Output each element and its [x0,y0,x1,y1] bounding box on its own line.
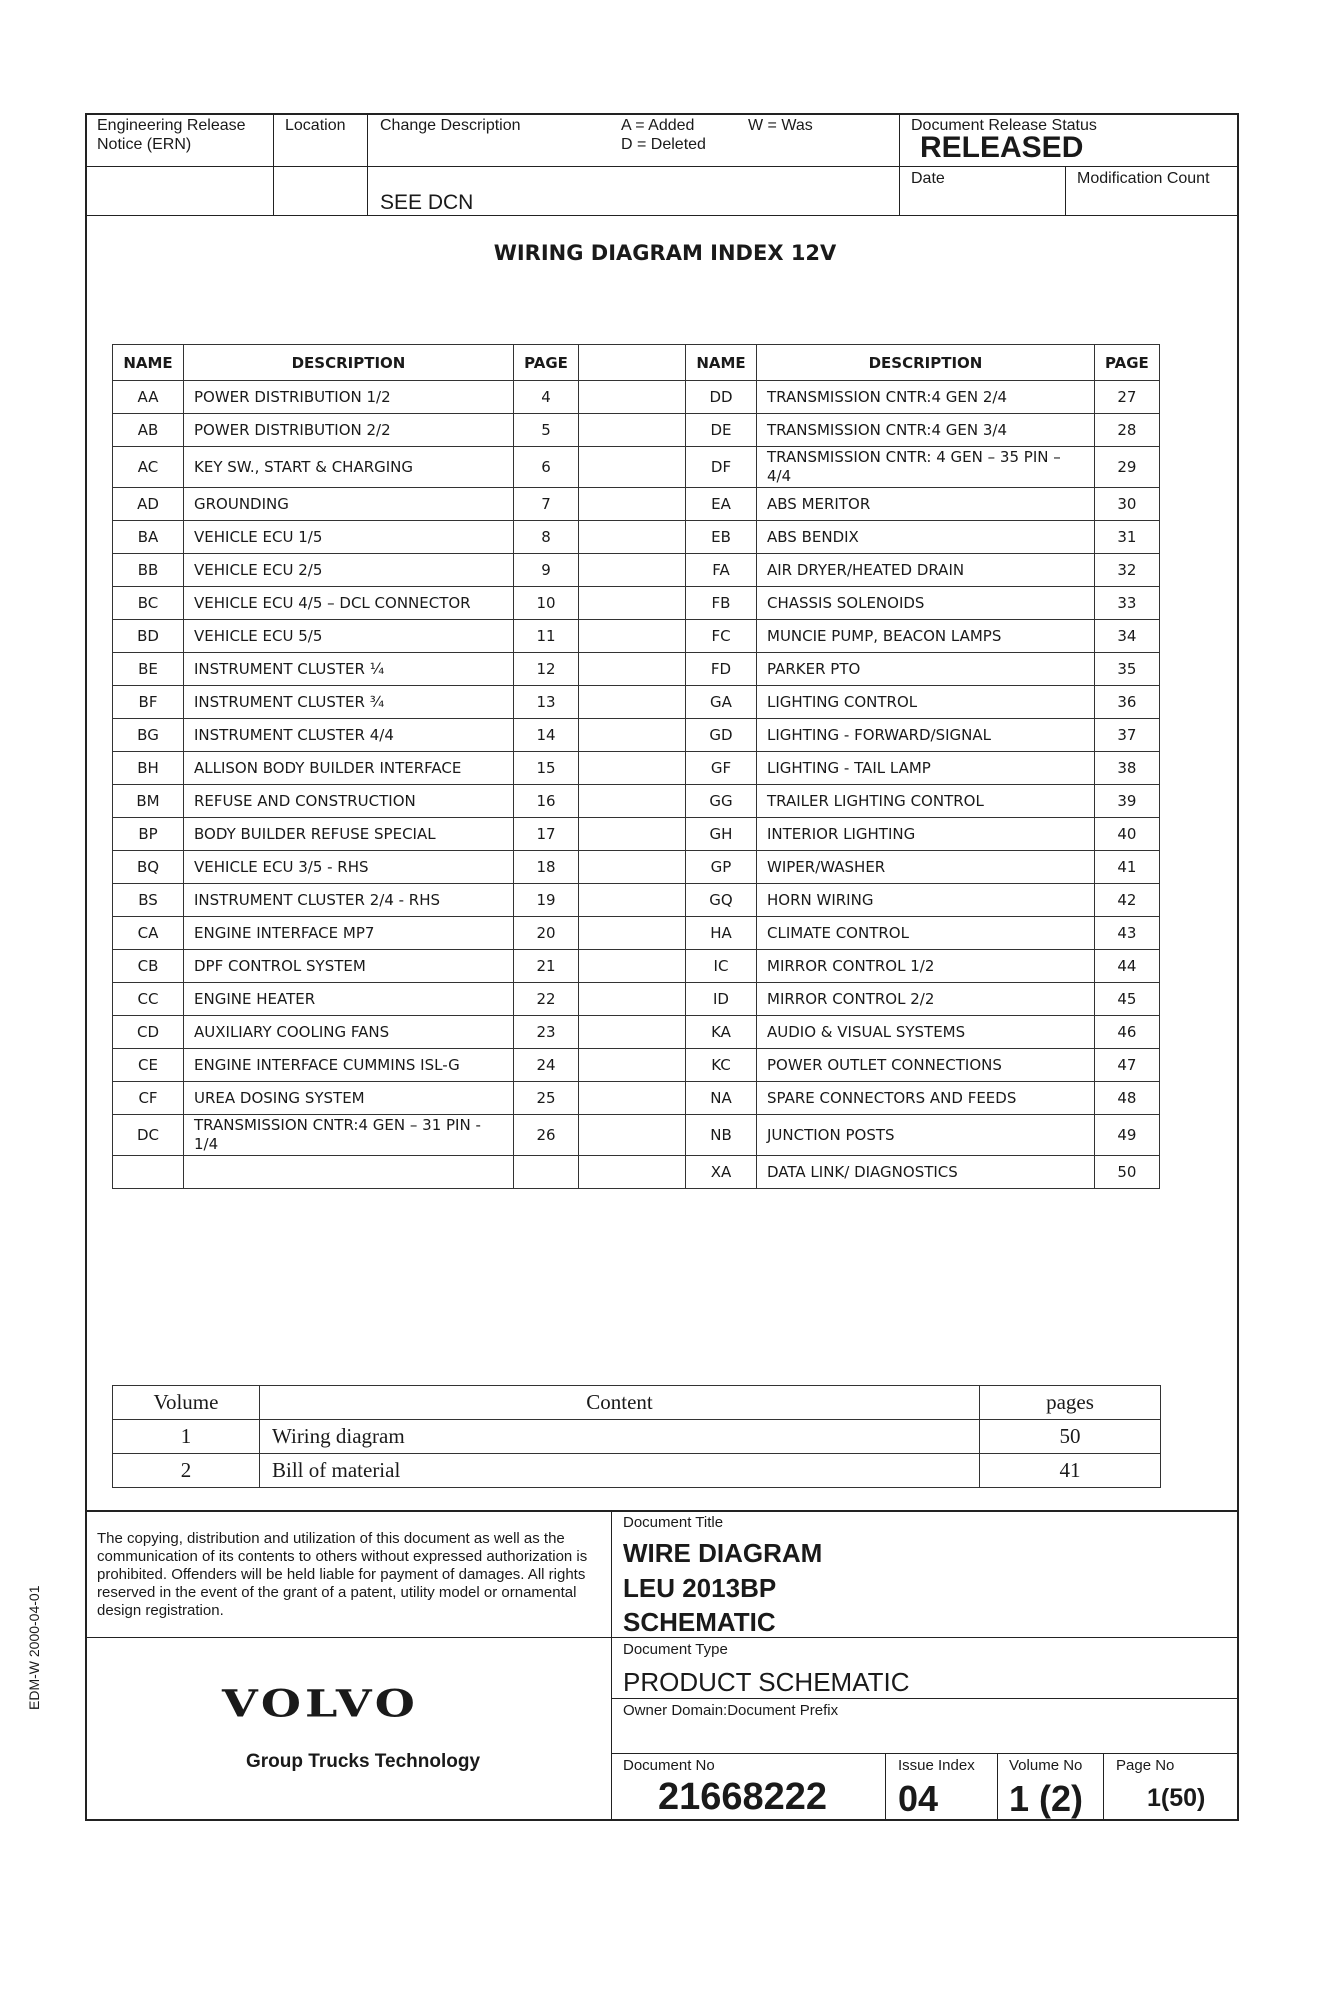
document-type-label: Document Type [623,1641,728,1658]
spacer-cell [579,686,686,719]
index-description-cell: POWER DISTRIBUTION 1/2 [184,381,514,414]
index-page-cell: 14 [514,719,579,752]
index-page-cell: 44 [1095,950,1160,983]
index-description-cell: KEY SW., START & CHARGING [184,447,514,488]
index-description-cell: VEHICLE ECU 5/5 [184,620,514,653]
description-header: DESCRIPTION [184,345,514,381]
index-description-cell: GROUNDING [184,488,514,521]
spacer-cell [579,818,686,851]
index-row [113,983,1160,1016]
index-row [113,1082,1160,1115]
index-description-cell: AUDIO & VISUAL SYSTEMS [757,1016,1095,1049]
index-page-cell: 40 [1095,818,1160,851]
spacer-cell [579,447,686,488]
index-page-cell: 49 [1095,1115,1160,1156]
logo-subtitle: Group Trucks Technology [246,1751,481,1772]
index-name-cell: GD [686,719,757,752]
index-name-cell: NA [686,1082,757,1115]
index-description-cell: INSTRUMENT CLUSTER ¾ [184,686,514,719]
index-name-cell: IC [686,950,757,983]
document-title-line-2: LEU 2013BP [623,1573,777,1603]
index-description-cell: TRANSMISSION CNTR: 4 GEN – 35 PIN – 4/4 [757,447,1095,488]
change-description-label: Change Description [380,117,521,134]
footer-col-line [611,1510,612,1821]
document-title-line-1: WIRE DIAGRAM [623,1538,823,1568]
index-description-cell: LIGHTING CONTROL [757,686,1095,719]
volume-pages: 41 [980,1454,1161,1488]
index-name-cell: AB [113,414,184,447]
copyright-notice: The copying, distribution and utilization of this document as well as the communication of its contents to others without expressed authorization is prohibited. Offenders will be held liable for payment of damages. All rights reserved in the event of the grant of a patent, utility model or ornamental design registration. [97,1530,588,1619]
date-label: Date [911,170,945,187]
footer-col-line [885,1753,886,1821]
index-name-cell: BC [113,587,184,620]
location-label: Location [285,117,346,134]
index-name-cell: DF [686,447,757,488]
index-description-cell: PARKER PTO [757,653,1095,686]
index-description-cell: AUXILIARY COOLING FANS [184,1016,514,1049]
index-name-cell: BB [113,554,184,587]
index-name-cell: EB [686,521,757,554]
spacer-cell [579,884,686,917]
index-description-cell: MIRROR CONTROL 1/2 [757,950,1095,983]
index-page-cell: 38 [1095,752,1160,785]
index-description-cell: TRANSMISSION CNTR:4 GEN – 31 PIN - 1/4 [184,1115,514,1156]
index-description-cell: ABS BENDIX [757,521,1095,554]
index-name-cell: DE [686,414,757,447]
document-title-label: Document Title [623,1514,724,1531]
index-description-cell: WIPER/WASHER [757,851,1095,884]
index-row [113,620,1160,653]
index-page-cell: 27 [1095,381,1160,414]
index-name-cell: XA [686,1156,757,1189]
index-name-cell: CD [113,1016,184,1049]
footer-col-line [997,1753,998,1821]
spacer-cell [579,785,686,818]
index-page-cell: 15 [514,752,579,785]
index-row [113,521,1160,554]
name-header: NAME [686,345,757,381]
index-page-cell: 48 [1095,1082,1160,1115]
index-name-cell: AA [113,381,184,414]
index-name-cell: KA [686,1016,757,1049]
index-description-cell: CHASSIS SOLENOIDS [757,587,1095,620]
index-description-cell: ENGINE INTERFACE CUMMINS ISL-G [184,1049,514,1082]
index-page-cell: 11 [514,620,579,653]
index-description-cell: LIGHTING - FORWARD/SIGNAL [757,719,1095,752]
index-row [113,1049,1160,1082]
index-description-cell: HORN WIRING [757,884,1095,917]
spacer-cell [579,950,686,983]
index-description-cell: AIR DRYER/HEATED DRAIN [757,554,1095,587]
index-page-cell: 39 [1095,785,1160,818]
index-description-cell: ALLISON BODY BUILDER INTERFACE [184,752,514,785]
index-page-cell: 16 [514,785,579,818]
description-header: DESCRIPTION [757,345,1095,381]
volume-number: 2 [113,1454,260,1488]
index-name-cell: KC [686,1049,757,1082]
index-name-cell: BP [113,818,184,851]
index-description-cell: TRAILER LIGHTING CONTROL [757,785,1095,818]
index-name-cell: DC [113,1115,184,1156]
index-description-cell: ENGINE INTERFACE MP7 [184,917,514,950]
index-row [113,917,1160,950]
index-description-cell: JUNCTION POSTS [757,1115,1095,1156]
index-row [113,587,1160,620]
spacer-cell [579,414,686,447]
index-page-cell: 23 [514,1016,579,1049]
index-name-cell: CA [113,917,184,950]
index-name-cell: FA [686,554,757,587]
index-row [113,1115,1160,1156]
document-number-label: Document No [623,1757,715,1774]
volvo-logo: VOLVO [222,1681,419,1726]
index-page-cell: 35 [1095,653,1160,686]
spacer-cell [579,381,686,414]
index-row [113,488,1160,521]
pages-header: pages [980,1386,1161,1420]
index-page-cell: 26 [514,1115,579,1156]
footer-top-line [85,1510,1239,1512]
index-header-row [113,345,1160,381]
index-page-cell: 8 [514,521,579,554]
index-description-cell: VEHICLE ECU 1/5 [184,521,514,554]
index-description-cell: DATA LINK/ DIAGNOSTICS [757,1156,1095,1189]
was-label: W = Was [748,117,813,134]
index-description-cell: INTERIOR LIGHTING [757,818,1095,851]
index-page-cell: 31 [1095,521,1160,554]
index-name-cell: GQ [686,884,757,917]
index-name-cell: GG [686,785,757,818]
index-page-cell: 19 [514,884,579,917]
index-name-cell: BD [113,620,184,653]
edm-marker: EDM-W 2000-04-01 [26,1585,42,1710]
volume-content: Bill of material [260,1454,980,1488]
document-number: 21668222 [658,1776,828,1818]
index-description-cell: LIGHTING - TAIL LAMP [757,752,1095,785]
index-page-cell: 28 [1095,414,1160,447]
spacer-cell [579,620,686,653]
index-description-cell: POWER DISTRIBUTION 2/2 [184,414,514,447]
page-header: PAGE [1095,345,1160,381]
volume-number-value: 1 (2) [1009,1778,1084,1819]
volume-table [112,1385,1161,1488]
spacer-cell [579,917,686,950]
index-name-cell: AC [113,447,184,488]
index-description-cell: VEHICLE ECU 3/5 - RHS [184,851,514,884]
spacer-cell [579,851,686,884]
volume-row [113,1454,1161,1488]
index-description-cell: UREA DOSING SYSTEM [184,1082,514,1115]
index-page-cell: 47 [1095,1049,1160,1082]
index-page-cell: 24 [514,1049,579,1082]
index-name-cell: FB [686,587,757,620]
footer-divider [611,1698,1239,1699]
index-page-cell: 50 [1095,1156,1160,1189]
index-description-cell: POWER OUTLET CONNECTIONS [757,1049,1095,1082]
index-description-cell: INSTRUMENT CLUSTER 4/4 [184,719,514,752]
index-row [113,950,1160,983]
release-status-label: Document Release Status [911,117,1097,134]
index-page-cell: 42 [1095,884,1160,917]
issue-index-label: Issue Index [898,1757,975,1774]
index-description-cell: TRANSMISSION CNTR:4 GEN 2/4 [757,381,1095,414]
modification-count-label: Modification Count [1077,170,1210,187]
index-name-cell: CE [113,1049,184,1082]
spacer-cell [579,521,686,554]
index-name-cell: BH [113,752,184,785]
index-page-cell: 21 [514,950,579,983]
index-row [113,785,1160,818]
index-name-cell: DD [686,381,757,414]
header-col-line [367,113,368,215]
index-name-cell: BM [113,785,184,818]
index-name-cell: GP [686,851,757,884]
wiring-index-table [112,344,1160,1189]
index-page-cell: 10 [514,587,579,620]
index-name-cell: CC [113,983,184,1016]
index-page-cell: 36 [1095,686,1160,719]
index-page-cell: 12 [514,653,579,686]
index-description-cell: REFUSE AND CONSTRUCTION [184,785,514,818]
document-title-line-3: SCHEMATIC [623,1607,776,1637]
index-page-cell: 46 [1095,1016,1160,1049]
spacer-cell [579,1156,686,1189]
index-page-cell: 6 [514,447,579,488]
index-name-cell: EA [686,488,757,521]
index-page-cell: 18 [514,851,579,884]
release-status-value: RELEASED [920,131,1084,164]
volume-content: Wiring diagram [260,1420,980,1454]
index-row [113,414,1160,447]
page-number-label: Page No [1116,1757,1175,1774]
spacer-cell [579,1049,686,1082]
index-page-cell: 37 [1095,719,1160,752]
header-bottom-line [85,215,1239,216]
index-page-cell [514,1156,579,1189]
index-page-cell: 17 [514,818,579,851]
index-name-cell: BE [113,653,184,686]
index-description-cell: INSTRUMENT CLUSTER ¼ [184,653,514,686]
index-row [113,719,1160,752]
index-page-cell: 20 [514,917,579,950]
index-row [113,653,1160,686]
spacer-cell [579,752,686,785]
index-row [113,1016,1160,1049]
spacer-cell [579,587,686,620]
index-name-cell: BQ [113,851,184,884]
document-type-value: PRODUCT SCHEMATIC [623,1667,910,1697]
volume-number-label: Volume No [1009,1757,1083,1774]
spacer-cell [579,1115,686,1156]
index-row [113,818,1160,851]
index-row [113,1156,1160,1189]
index-name-cell: BS [113,884,184,917]
spacer-header [579,345,686,381]
added-label: A = Added [621,117,695,134]
index-name-cell: BG [113,719,184,752]
index-description-cell: SPARE CONNECTORS AND FEEDS [757,1082,1095,1115]
index-name-cell: BA [113,521,184,554]
index-name-cell: HA [686,917,757,950]
index-page-cell: 33 [1095,587,1160,620]
page-number: 1(50) [1147,1784,1206,1812]
name-header: NAME [113,345,184,381]
index-page-cell: 45 [1095,983,1160,1016]
volume-pages: 50 [980,1420,1161,1454]
index-title: WIRING DIAGRAM INDEX 12V [493,241,837,265]
index-description-cell: INSTRUMENT CLUSTER 2/4 - RHS [184,884,514,917]
index-row [113,884,1160,917]
deleted-label: D = Deleted [621,136,706,153]
volume-header-row [113,1386,1161,1420]
index-name-cell: GH [686,818,757,851]
owner-domain-label: Owner Domain:Document Prefix [623,1702,839,1719]
index-description-cell: VEHICLE ECU 2/5 [184,554,514,587]
index-row [113,686,1160,719]
index-page-cell: 4 [514,381,579,414]
index-description-cell: DPF CONTROL SYSTEM [184,950,514,983]
index-description-cell: MIRROR CONTROL 2/2 [757,983,1095,1016]
index-row [113,851,1160,884]
index-page-cell: 30 [1095,488,1160,521]
index-name-cell: GF [686,752,757,785]
index-page-cell: 43 [1095,917,1160,950]
index-description-cell: VEHICLE ECU 4/5 – DCL CONNECTOR [184,587,514,620]
index-page-cell: 34 [1095,620,1160,653]
content-header: Content [260,1386,980,1420]
header-col-line [899,113,900,215]
index-page-cell: 5 [514,414,579,447]
index-name-cell: GA [686,686,757,719]
volume-row [113,1420,1161,1454]
issue-index: 04 [898,1778,939,1819]
spacer-cell [579,554,686,587]
footer-divider [611,1753,1239,1754]
index-name-cell: CF [113,1082,184,1115]
spacer-cell [579,653,686,686]
index-name-cell: BF [113,686,184,719]
index-page-cell: 25 [514,1082,579,1115]
spacer-cell [579,488,686,521]
index-name-cell: FD [686,653,757,686]
index-name-cell: NB [686,1115,757,1156]
header-col-line [1065,166,1066,215]
change-description-value: SEE DCN [380,191,474,214]
index-name-cell: AD [113,488,184,521]
index-row [113,381,1160,414]
index-page-cell: 22 [514,983,579,1016]
index-description-cell: ENGINE HEATER [184,983,514,1016]
index-row [113,554,1160,587]
index-description-cell: TRANSMISSION CNTR:4 GEN 3/4 [757,414,1095,447]
volume-header: Volume [113,1386,260,1420]
index-name-cell: CB [113,950,184,983]
index-name-cell: FC [686,620,757,653]
index-row [113,447,1160,488]
header-col-line [273,113,274,215]
ern-label: Engineering Release Notice (ERN) [97,117,246,153]
index-description-cell [184,1156,514,1189]
index-page-cell: 41 [1095,851,1160,884]
index-row [113,752,1160,785]
index-description-cell: ABS MERITOR [757,488,1095,521]
index-description-cell: MUNCIE PUMP, BEACON LAMPS [757,620,1095,653]
index-page-cell: 29 [1095,447,1160,488]
index-page-cell: 13 [514,686,579,719]
index-description-cell: BODY BUILDER REFUSE SPECIAL [184,818,514,851]
index-page-cell: 32 [1095,554,1160,587]
spacer-cell [579,983,686,1016]
spacer-cell [579,1082,686,1115]
index-name-cell: ID [686,983,757,1016]
footer-col-line [1103,1753,1104,1821]
index-description-cell: CLIMATE CONTROL [757,917,1095,950]
index-page-cell: 7 [514,488,579,521]
spacer-cell [579,719,686,752]
page-header: PAGE [514,345,579,381]
index-name-cell [113,1156,184,1189]
volume-number: 1 [113,1420,260,1454]
index-page-cell: 9 [514,554,579,587]
spacer-cell [579,1016,686,1049]
